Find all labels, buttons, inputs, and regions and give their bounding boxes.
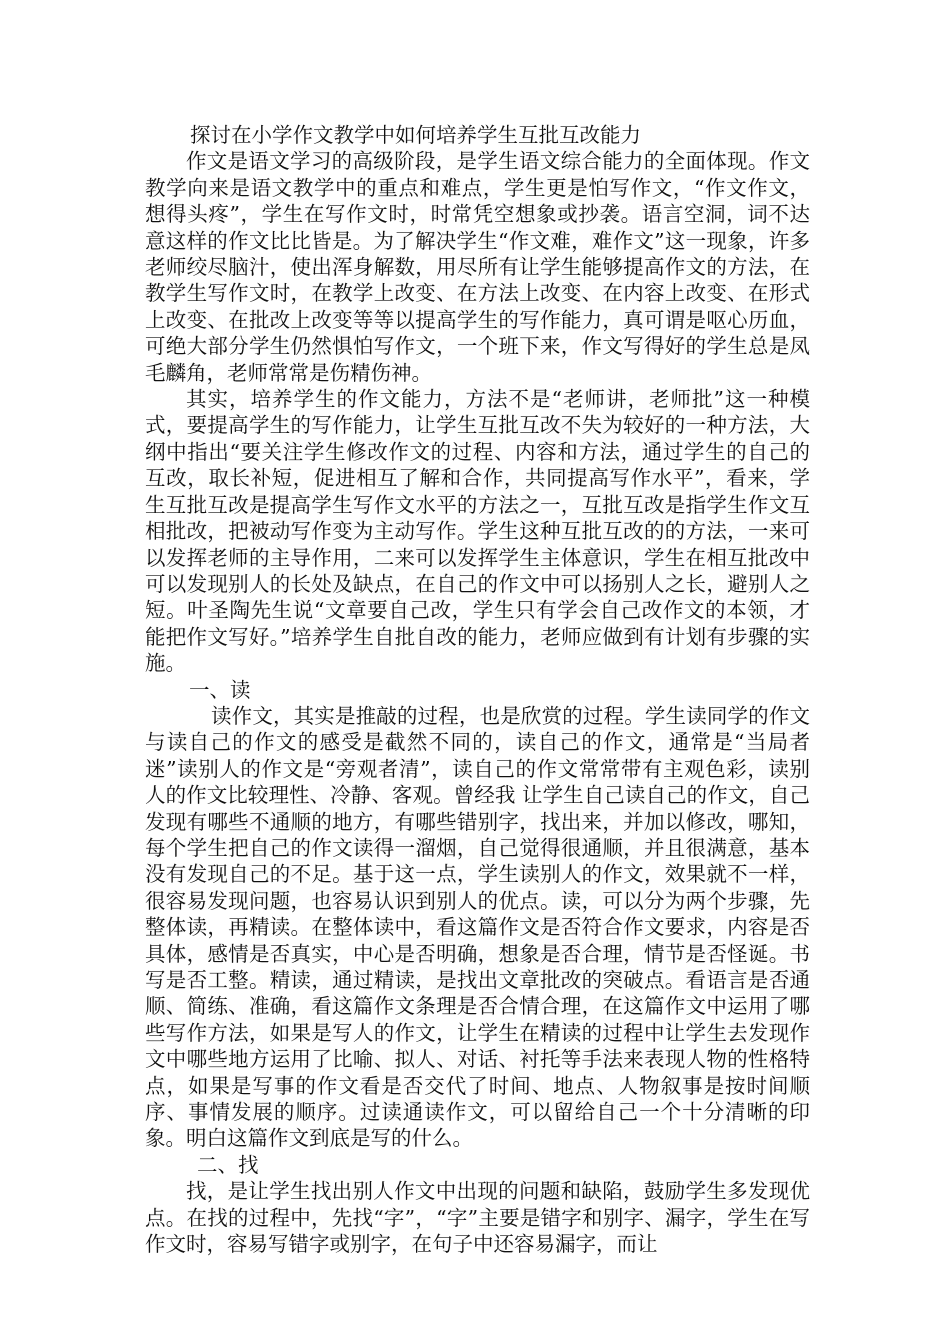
intro-paragraph: 作文是语文学习的高级阶段，是学生语文综合能力的全面体现。作文教学向来是语文教学中的重点和难点，学生更是怕写作文，“作文作文，想得头疼”，学生在写作文时，时常凭空想象或抄袭。语言空洞，词不达意这样的作文比比皆是。为了解决学生“作文难，难作文”这一现象，许多老师绞尽脑汁，使出浑身解数，用尽所有让学生能够提高作文的方法，在教学生写作文时，在教学上改变、在方法上改变、在内容上改变、在形式上改变、在批改上改变等等以提高学生的写作能力，真可谓是呕心历血，可绝大部分学生仍然惧怕写作文，一个班下来，作文写得好的学生总是凤毛麟角，老师常常是伤精伤神。 bbox=[145, 149, 810, 385]
document-title: 探讨在小学作文教学中如何培养学生互批互改能力 bbox=[190, 123, 641, 147]
document-page bbox=[145, 122, 810, 1257]
section-body-read: 读作文，其实是推敲的过程，也是欣赏的过程。学生读同学的作文与读自己的作文的感受是截然不同的，读自己的作文，通常是“当局者迷”读别人的作文是“旁观者清”，读自己的作文常常带有主观色彩，读别人的作文比较理性、冷静、客观。曾经我 让学生自己读自己的作文，自己发现有哪些不通顺的地方，有哪些错别字，找出来，并加以修改，哪知，每个学生把自己的作文读得一溜烟，自己觉得很通顺，并且很满意，基本没有发现自己的不足。基于这一点，学生读别人的作文，效果就不一样，很容易发现问题，也容易认识到别人的优点。读，可以分为两个步骤，先整体读，再精读。在整体读中，看这篇作文是否符合作文要求，内容是否具体，感情是否真实，中心是否明确，想象是否合理，情节是否怪诞。书写是否工整。精读，通过精读，是找出文章批改的突破点。看语言是否通顺、简练、准确，看这篇作文条理是否合情合理，在这篇作文中运用了哪些写作方法，如果是写人的作文，让学生在精读的过程中让学生去发现作文中哪些地方运用了比喻、拟人、对话、衬托等手法来表现人物的性格特点，如果是写事的作文看是否交代了时间、地点、人物叙事是按时间顺序、事情发展的顺序。过读通读作文，可以留给自己一个十分清晰的印象。明白这篇作文到底是写的什么。 bbox=[145, 703, 810, 1151]
section-heading-read: 一、读 bbox=[189, 677, 251, 702]
section-heading-find: 二、找 bbox=[197, 1152, 259, 1177]
section-body-find: 找，是让学生找出别人作文中出现的问题和缺陷，鼓励学生多发现优点。在找的过程中，先找“字”，“字”主要是错字和别字、漏字，学生在写作文时，容易写错字或别字，在句子中还容易漏字，而让 bbox=[145, 1179, 810, 1257]
method-paragraph: 其实，培养学生的作文能力，方法不是“老师讲，老师批”这一种模式，要提高学生的写作能力，让学生互批互改不失为较好的一种方法，大纲中指出“要关注学生修改作文的过程、内容和方法，通过学生的自己的互改，取长补短，促进相互了解和合作，共同提高写作水平”，看来，学生互批互改是提高学生写作文水平的方法之一，互批互改是指学生作文互相批改，把被动写作变为主动写作。学生这种互批互改的的方法，一来可以发挥老师的主导作用，二来可以发挥学生主体意识，学生在相互批改中可以发现别人的长处及缺点，在自己的作文中可以扬别人之长，避别人之短。叶圣陶先生说“文章要自己改，学生只有学会自己改作文的本领，才能把作文写好。”培养学生自批自改的能力，老师应做到有计划有步骤的实施。 bbox=[145, 387, 810, 676]
